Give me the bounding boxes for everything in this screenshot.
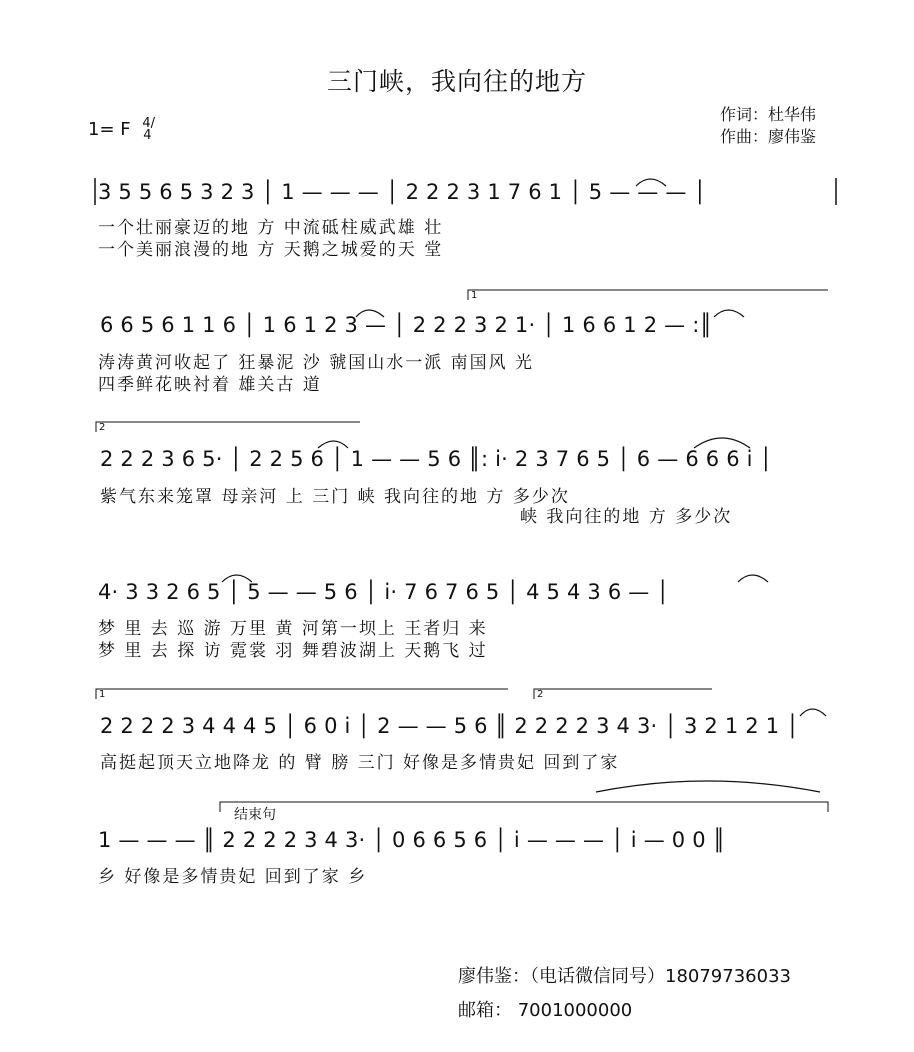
lyrics-row-2-verse-1: 涛涛黄河收起了 狂暴泥 沙 虢国山水一派 南国风 光: [98, 353, 535, 373]
lyrics-row-1-verse-2: 一个美丽浪漫的地 方 天鹅之城爱的天 堂: [98, 240, 444, 260]
ending-label: 结束句: [234, 807, 276, 823]
volta-1-label: 1: [471, 290, 478, 301]
key-label: 1= F: [88, 119, 131, 140]
lyrics-row-2-verse-2: 四季鲜花映衬着 雄关古 道: [98, 375, 322, 395]
notation-row-4: 4· 3 3 2 6 5 │ 5 — — 5 6 │ i· 7 6 7 6 5 │ 4 5 4 3 6 — │: [98, 580, 670, 604]
lyrics-row-4-verse-2: 梦 里 去 探 访 霓裳 羽 舞碧波湖上 天鹅飞 过: [98, 641, 488, 661]
notation-row-5: 2 2 2 2 3 4 4 4 5 │ 6 0 i │ 2 — — 5 6 ║ 2 2 2 2 3 4 3· │ 3 2 1 2 1 │: [100, 714, 799, 738]
notation-row-6: 1 — — — ║ 2 2 2 2 3 4 3· │ 0 6 6 5 6 │ i — — — │ i — 0 0 ║: [98, 828, 726, 852]
lyrics-row-6: 乡 好像是多情贵妃 回到了家 乡: [98, 867, 368, 887]
lyrics-row-3-verse-1: 紫气东来笼罩 母亲河 上 三门 峡 我向往的地 方 多少次: [100, 487, 570, 507]
volta-1-label-b: 1: [99, 689, 106, 700]
lyrics-row-4-verse-1: 梦 里 去 巡 游 万里 黄 河第一坝上 王者归 来: [98, 619, 488, 639]
contact-info: 廖伟鉴：（电话微信同号）18079736033: [458, 966, 791, 987]
volta-2-label: 2: [99, 422, 106, 433]
notation-row-3: 2 2 2 3 6 5· │ 2 2 5 6 │ 1 — — 5 6 ║: i· 2 3 7 6 5 │ 6 — 6 6 6 i │: [100, 447, 773, 471]
contact-info-cut: 邮箱： 7001000000: [458, 1000, 633, 1021]
lyrics-row-5: 高挺起顶天立地降龙 的 臂 膀 三门 好像是多情贵妃 回到了家: [100, 753, 620, 773]
lyricist-credit: 作词：杜华伟: [720, 105, 817, 124]
song-title: 三门峡，我向往的地方: [326, 67, 587, 96]
time-sig-value: 4/4: [142, 116, 155, 143]
lyrics-row-3-verse-2: 峡 我向往的地 方 多少次: [520, 507, 733, 527]
composer-credit: 作曲：廖伟鉴: [720, 127, 817, 146]
volta-2-label-b: 2: [537, 689, 544, 700]
notation-row-2: 6 6 5 6 1 1 6 │ 1 6 1 2 3 — │ 2 2 2 3 2 1· │ 1 6 6 1 2 — :║: [100, 313, 713, 337]
notation-row-1: 3 5 5 6 5 3 2 3 │ 1 — — — │ 2 2 2 3 1 7 6 1 │ 5 — — — │: [98, 180, 707, 204]
lyrics-row-1-verse-1: 一个壮丽豪迈的地 方 中流砥柱威武雄 壮: [98, 218, 444, 238]
